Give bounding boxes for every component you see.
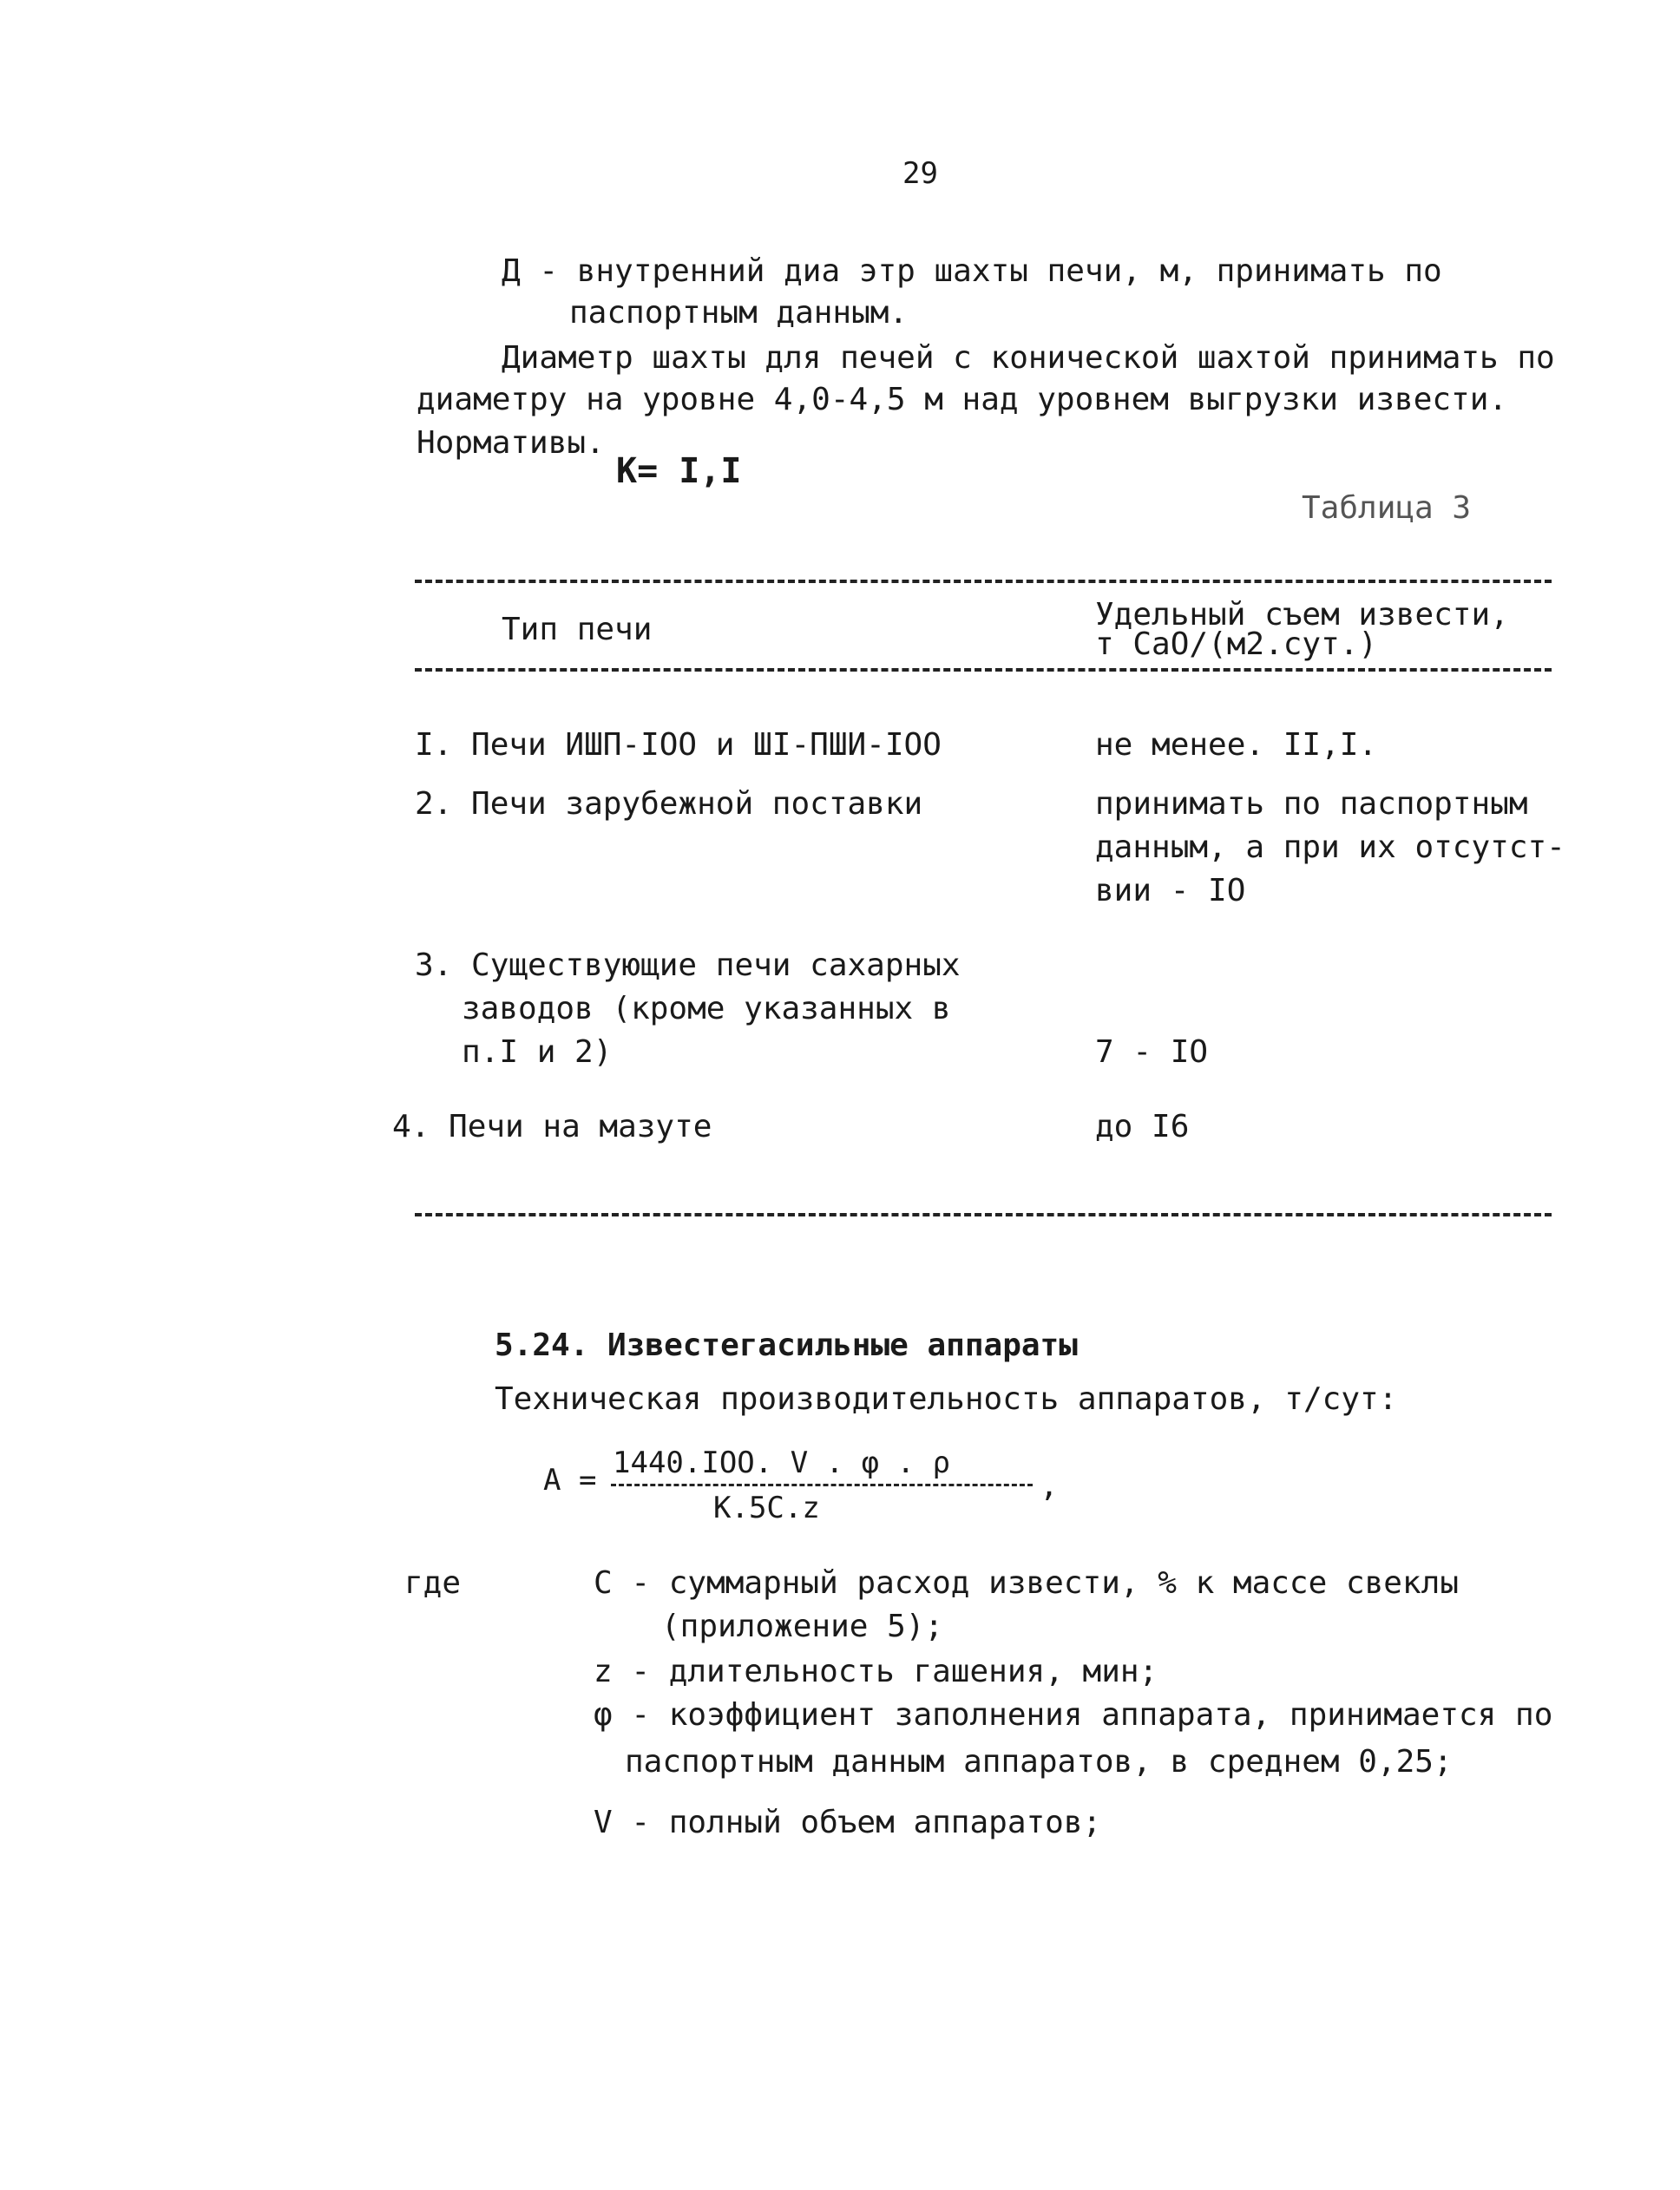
table-row-3-value: 7 - IO (1095, 1034, 1209, 1070)
definition-v: V - полный объем аппаратов; (594, 1805, 1102, 1840)
table-row-4-type: 4. Печи на мазуте (392, 1109, 712, 1144)
k-value: К= I,I (616, 451, 742, 491)
table-top-rule (415, 580, 1552, 583)
definition-d-line2: паспортным данным. (569, 295, 909, 331)
where-label: где (404, 1565, 462, 1601)
section-heading: 5.24. Известегасильные аппараты (495, 1328, 1078, 1363)
table-row-3-type-l2: заводов (кроме указанных в (462, 991, 951, 1026)
section-subheading: Техническая производительность аппаратов, т/сут: (495, 1381, 1398, 1417)
table-row-2-value-l2: данным, а при их отсутст- (1095, 829, 1565, 865)
table-row-3-type-l1: 3. Существующие печи сахарных (415, 947, 961, 983)
page-number: 29 (902, 156, 938, 191)
table-row-2-value-l3: вии - IO (1095, 873, 1246, 908)
table-header-rule (415, 668, 1552, 672)
table-row-1-value: не менее. II,I. (1095, 727, 1378, 763)
formula-numerator: 1440.IOO. V . φ . ρ (613, 1446, 950, 1480)
definition-d-line1: Д - внутренний диа этр шахты печи, м, принимать по (502, 253, 1442, 289)
header-value-line2: т СаО/(м2.сут.) (1095, 626, 1378, 662)
paragraph-line1: Диаметр шахты для печей с конической шахтой принимать по (502, 340, 1555, 376)
normatives-label: Нормативы. (417, 425, 605, 461)
table-row-1-type: I. Печи ИШП-IOO и ШI-ПШИ-IOO (415, 727, 942, 763)
definition-phi-line1: φ - коэффициент заполнения аппарата, принимается по (594, 1697, 1553, 1733)
table-row-4-value: до I6 (1095, 1109, 1190, 1144)
paragraph-line2: диаметру на уровне 4,0-4,5 м над уровнем выгрузки извести. (417, 382, 1508, 417)
header-type: Тип печи (502, 612, 653, 647)
table-row-3-type-l3: п.I и 2) (462, 1034, 613, 1070)
formula-fraction-line (611, 1484, 1033, 1486)
formula-tail: , (1040, 1468, 1059, 1504)
formula-denominator: К.5С.z (713, 1491, 820, 1525)
table-caption: Таблица 3 (1302, 490, 1472, 526)
table-row-2-value-l1: принимать по паспортным (1095, 786, 1528, 822)
definition-z: z - длительность гашения, мин; (594, 1654, 1158, 1689)
formula-lhs: А = (543, 1463, 597, 1498)
definition-c-line2: (приложение 5); (661, 1609, 944, 1644)
header-value-line1: Удельный съем извести, (1095, 597, 1509, 633)
definition-c-line1: С - суммарный расход извести, % к массе свеклы (594, 1565, 1459, 1601)
table-bottom-rule (415, 1213, 1552, 1216)
definition-phi-line2: паспортным данным аппаратов, в среднем 0,25; (625, 1744, 1453, 1780)
table-row-2-type: 2. Печи зарубежной поставки (415, 786, 923, 822)
